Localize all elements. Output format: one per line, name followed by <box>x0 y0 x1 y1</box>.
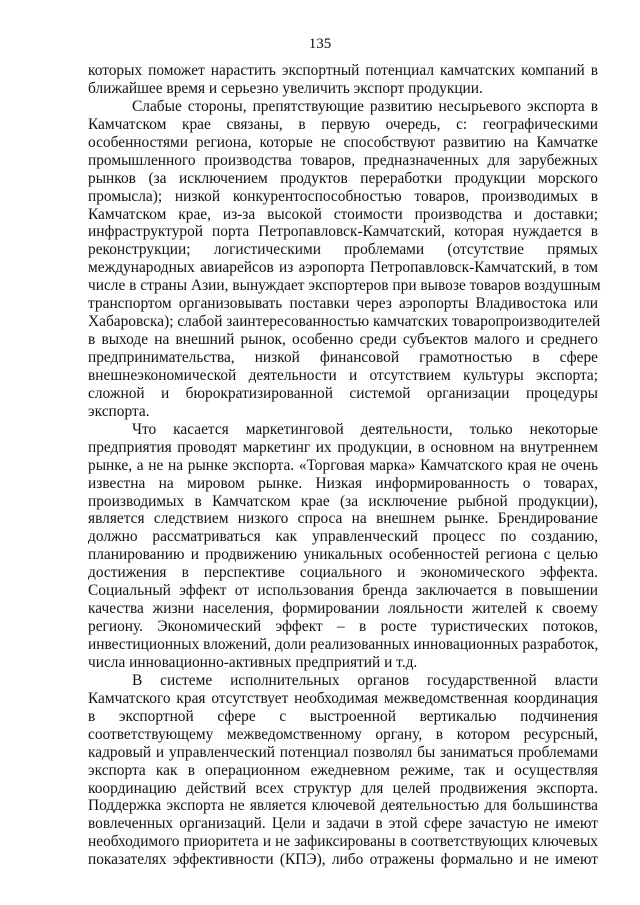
text-line: Хабаровска); слабой заинтересованностью камчатских товаропроизводителей <box>88 313 601 331</box>
text-line: Поддержка экспорта не является ключевой деятельностью для большинства <box>88 797 598 815</box>
text-line: особенностями региона, которые не способствуют развитию на Камчатке <box>88 133 598 151</box>
text-line: международных авиарейсов из аэропорта Петропавловск-Камчатский, в том <box>88 259 598 277</box>
text-line: вовлеченных организаций. Цели и задачи в этой сфере зачастую не имеют <box>88 815 598 833</box>
text-line: соответствующему межведомственному органу, в котором ресурсный, <box>88 725 598 743</box>
text-line: должно рассматриваться как управленческий процесс по созданию, <box>88 528 598 546</box>
text-line: транспортом организовывать поставки через аэропорты Владивостока или <box>88 295 598 313</box>
text-line: рынков (за исключением продуктов переработки продукции морского <box>88 169 598 187</box>
text-line: является следствием низкого спроса на внешнем рынке. Брендирование <box>88 510 598 528</box>
text-line: числе в страны Азии, вынуждает экспортеров при вывозе товаров воздушным <box>88 277 601 295</box>
text-line: кадровый и управленческий потенциал позволял бы заниматься проблемами <box>88 743 598 761</box>
text-line: производимых в Камчатском крае (за исключение рыбной продукции), <box>88 492 598 510</box>
text-line: Социальный эффект от использования бренда заключается в повышении <box>88 582 598 600</box>
text-line: промысла); низкой конкурентоспособностью товаров, производимых в <box>88 187 598 205</box>
text-line: качества жизни населения, формировании лояльности жителей к своему <box>88 600 598 618</box>
text-line: инвестиционных вложений, доли реализованных инновационных разработок, <box>88 636 599 653</box>
text-line: планированию и продвижению уникальных особенностей региона с целью <box>88 546 598 564</box>
text-line: Камчатского края отсутствует необходимая межведомственная координация <box>88 689 598 707</box>
text-line: Камчатском крае, из-за высокой стоимости производства и доставки; <box>88 205 598 223</box>
paragraph <box>88 421 598 672</box>
text-line: в экспортной сфере с выстроенной вертикалью подчинения <box>88 707 598 725</box>
body-text <box>88 62 601 869</box>
text-line: инфраструктурой порта Петропавловск-Камчатский, которая нуждается в <box>88 223 598 241</box>
paragraph <box>88 97 601 421</box>
text-line: в выходе на внешний рынок, особенно среди субъектов малого и среднего <box>88 331 598 349</box>
text-line: предпринимательства, низкой финансовой грамотностью в сфере <box>88 349 598 366</box>
paragraph <box>88 672 598 869</box>
text-line: сложной и бюрократизированной системой организации процедуры <box>88 384 598 402</box>
text-line: Слабые стороны, препятствующие развитию несырьевого экспорта в <box>132 97 598 115</box>
text-line: экспорта как в операционном ежедневном режиме, так и осуществляя <box>88 761 598 779</box>
text-line: ближайшее время и серьезно увеличить экспорт продукции. <box>88 79 483 97</box>
text-line: Камчатском крае связаны, в первую очередь, с: географическими <box>88 115 598 133</box>
text-line: рынке, а не на рынке экспорта. «Торговая марка» Камчатского края не очень <box>88 456 598 474</box>
text-line: внешнеэкономической деятельности и отсутствием культуры экспорта; <box>88 366 598 384</box>
text-line: числа инновационно-активных предприятий и т.д. <box>88 653 418 671</box>
text-line: достижения в перспективе социального и экономического эффекта. <box>88 564 598 582</box>
text-line: необходимого приоритета и не зафиксированы в соответствующих ключевых <box>88 833 598 851</box>
text-line: координацию действий всех структур для целей продвижения экспорта. <box>88 779 598 797</box>
text-line: предприятия проводят маркетинг их продукции, в основном на внутреннем <box>88 438 598 456</box>
text-line: В системе исполнительных органов государственной власти <box>132 671 598 689</box>
text-line: промышленного производства товаров, предназначенных для зарубежных <box>88 151 598 169</box>
text-line: показателях эффективности (КПЭ), либо отражены формально и не имеют <box>88 851 598 869</box>
text-line: которых поможет нарастить экспортный потенциал камчатских компаний в <box>88 62 598 79</box>
text-line: известна на мировом рынке. Низкая информированность о товарах, <box>88 474 598 492</box>
text-line: региону. Экономический эффект – в росте туристических потоков, <box>88 618 598 636</box>
text-line: Что касается маркетинговой деятельности, только некоторые <box>132 420 598 438</box>
paragraph <box>88 62 598 98</box>
page-number: 135 <box>308 36 332 52</box>
text-line: экспорта. <box>88 402 150 420</box>
text-line: реконструкции; логистическими проблемами (отсутствие прямых <box>88 241 598 259</box>
